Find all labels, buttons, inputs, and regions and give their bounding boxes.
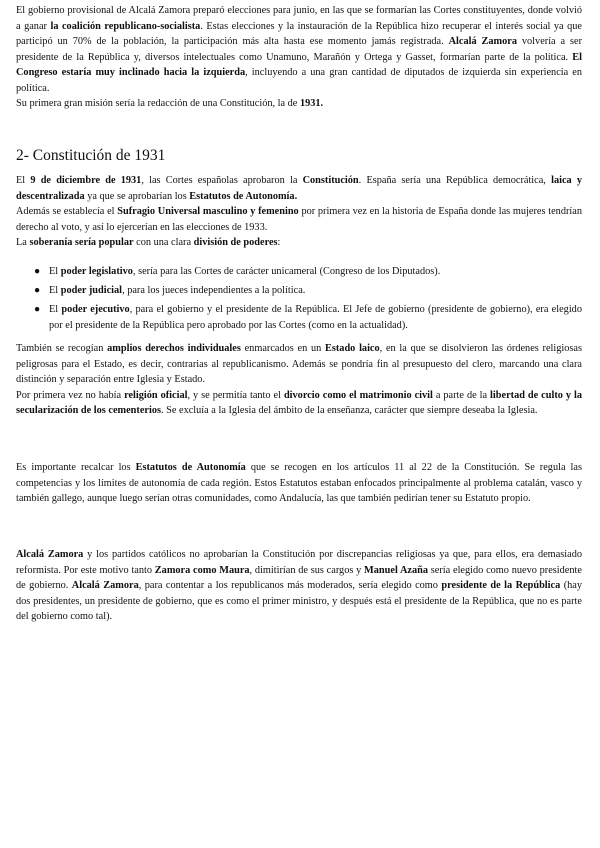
- bold-text: Estatutos de Autonomía: [135, 462, 246, 473]
- constitution-paragraph: [16, 173, 582, 204]
- bold-text: laica y descentralizada: [16, 175, 583, 202]
- bold-text: Estado laico: [325, 343, 380, 354]
- bullet-icon: ●: [34, 284, 41, 296]
- bold-text: la coalición republicano-socialista: [50, 20, 201, 32]
- bold-text: presidente de la República: [441, 580, 561, 591]
- constitution-block: [16, 173, 582, 251]
- text: , sería para las Cortes de carácter unicameral (Congreso de los Diputados).: [132, 266, 441, 277]
- list-item: [16, 302, 582, 333]
- bold-text: religión oficial: [124, 389, 188, 401]
- text: , dimitirían de sus cargos y: [249, 564, 365, 576]
- bold-text: divorcio como el matrimonio civil: [283, 389, 433, 401]
- section-heading: 2- Constitución de 1931: [16, 147, 166, 164]
- text: . España sería una República democrática,: [358, 175, 552, 186]
- text: El: [49, 304, 62, 315]
- text: Es importante recalcar los: [16, 462, 136, 473]
- text: y los partidos católicos no aprobarían la Constitución por discrepancias religiosas ya que, para ellos, era demasiado reformista. Por este motivo tanto: [16, 549, 583, 576]
- text: , para los jueces independientes a la política.: [122, 284, 306, 296]
- autonomy-paragraph: [16, 460, 582, 507]
- list-item: [16, 264, 582, 280]
- text: (hay dos presidentes, un presidente de gobierno, que es como el primer ministro, y después está el presidente de la República, que no es parte del gobierno como tal).: [16, 580, 583, 622]
- bold-text: Alcalá Zamora: [71, 580, 139, 591]
- text: El: [49, 284, 61, 296]
- text: enmarcados en un: [240, 343, 325, 354]
- bold-text: poder judicial: [60, 284, 123, 296]
- rights-block: [16, 341, 582, 419]
- bold-text: Manuel Azaña: [364, 564, 429, 576]
- text: Por primera vez no había: [16, 389, 125, 401]
- text: :: [277, 237, 281, 248]
- intro-paragraph: [16, 3, 582, 96]
- text: , en la que se disolvieron las órdenes religiosas peligrosas para el Estado, es decir, contrarias al republicanismo. Además se pondría fin al presupuesto del clero, marcando una clara distinción y separación entre Iglesia y Estado.: [16, 343, 582, 385]
- text: , para contentar a los republicanos más moderados, sería elegido como: [138, 580, 442, 591]
- closing-paragraph: [16, 547, 582, 625]
- text: con una clara: [133, 237, 194, 248]
- bold-text: Estatutos de Autonomía.: [189, 190, 298, 202]
- bold-text: división de poderes: [193, 237, 278, 248]
- bold-text: 9 de diciembre de 1931: [30, 175, 142, 186]
- text: Además se establecía el: [16, 206, 118, 217]
- bold-text: Alcalá Zamora: [16, 549, 84, 560]
- text: por primera vez en la historia de España donde las mujeres tendrían derecho al voto, y así lo ejercerían en las elecciones de 1933.: [16, 206, 582, 233]
- text: El gobierno provisional de Alcalá Zamora preparó elecciones para junio, en las que se formarían las Cortes constituyentes, donde volvió a ganar: [16, 5, 582, 32]
- bold-text: soberanía sería popular: [29, 237, 134, 248]
- text: que se recogen en los artículos 11 al 22 de la Constitución. Se regula las competencias y los límites de autonomía de cada región. Estos Estatutos estaban enfocados principalmente al problema catalán, vasco y también gallego, aunque luego serían otras comunidades, como Andalucía, las que también pedirían tener su Estatuto propio.: [16, 462, 582, 504]
- autonomy-block: [16, 460, 582, 507]
- rights-paragraph: [16, 341, 582, 388]
- bullet-icon: ●: [34, 304, 41, 315]
- text: La: [16, 237, 30, 248]
- text: sería elegido como nuevo presidente de gobierno.: [16, 564, 582, 591]
- text: a parte de la: [432, 389, 491, 401]
- intro-mission-paragraph: [16, 96, 582, 112]
- sovereignty-paragraph: [16, 235, 582, 251]
- text: , para el gobierno y el presidente de la República. El Jefe de gobierno (presidente de gobierno), era elegido por el presidente de la República pero aprobado por las Cortes (como en la actualidad).: [49, 304, 582, 331]
- text: . Estas elecciones y la instauración de la República hizo recuperar el interés social ya que participó un 70% de la población, la participación más alta hasta ese momento jamás registrada.: [16, 20, 582, 47]
- list-item: [16, 283, 582, 299]
- closing-block: [16, 547, 582, 625]
- religion-paragraph: [16, 388, 582, 419]
- bold-text: amplios derechos individuales: [107, 343, 241, 354]
- text: , incluyendo a una gran cantidad de diputados de izquierda sin experiencia en política.: [16, 67, 582, 94]
- bold-text: Sufragio Universal masculino y femenino: [117, 206, 299, 217]
- suffrage-paragraph: [16, 204, 582, 235]
- bold-text: Constitución: [302, 175, 359, 186]
- powers-list: [16, 264, 582, 333]
- text: El: [16, 175, 31, 186]
- text: , las Cortes españolas aprobaron la: [141, 175, 303, 186]
- bold-text: Alcalá Zamora: [448, 36, 517, 47]
- text: , y se permitía tanto el: [187, 389, 284, 401]
- bullet-icon: ●: [34, 266, 41, 277]
- text: volvería a ser presidente de la República y, diversos intelectuales como Unamuno, Marañón y Ortega y Gasset, formarían parte de la política.: [16, 36, 582, 63]
- bold-text: libertad de culto y la secularización de los cementerios: [16, 389, 583, 416]
- bold-text: poder legislativo: [60, 266, 133, 277]
- bold-text: 1931.: [299, 98, 324, 109]
- text: El: [49, 266, 61, 277]
- bold-text: El Congreso estaría muy inclinado hacia la izquierda: [16, 51, 582, 78]
- text: Su primera gran misión sería la redacción de una Constitución, la de: [16, 98, 300, 109]
- bold-text: Zamora como Maura: [154, 564, 250, 576]
- text: ya que se aprobarían los: [84, 190, 190, 202]
- text: También se recogían: [16, 343, 108, 354]
- intro-block: [16, 3, 582, 112]
- text: . Se excluía a la Iglesia del ámbito de la enseñanza, carácter que siempre deseaba la Iglesia.: [160, 405, 538, 416]
- bold-text: poder ejecutivo: [61, 304, 130, 315]
